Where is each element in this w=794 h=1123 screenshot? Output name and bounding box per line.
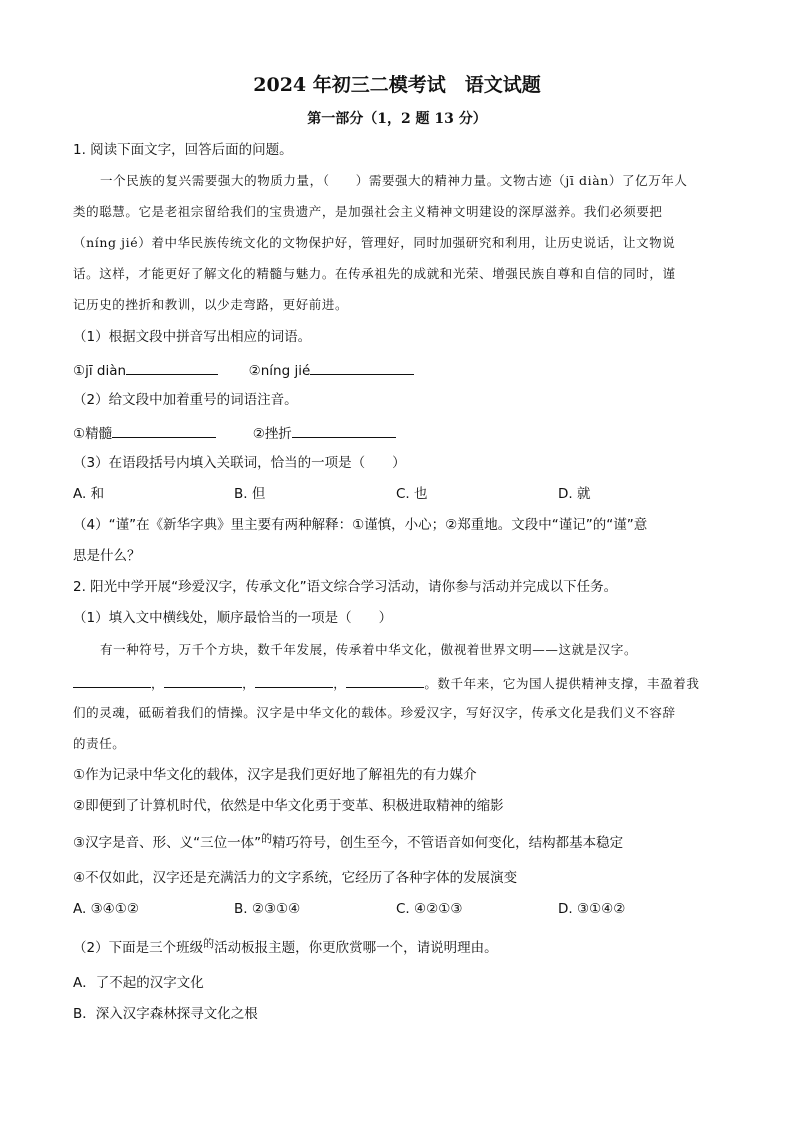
answer-blank[interactable] bbox=[73, 673, 151, 688]
q1-sub1-a-label: ①jī diàn bbox=[73, 363, 127, 379]
theme-b: B．深入汉字森林探寻文化之根 bbox=[73, 1006, 258, 1022]
q2-item-3 bbox=[73, 834, 623, 853]
option-c[interactable]: C. ④②①③ bbox=[396, 901, 463, 917]
q2-item-4: ④不仅如此，汉字还是充满活力的文字系统，它经历了各种字体的发展演变 bbox=[73, 870, 518, 886]
answer-blank[interactable] bbox=[255, 673, 333, 688]
answer-blank[interactable] bbox=[310, 360, 414, 375]
q1-passage-line: 类的聪慧。它是老祖宗留给我们的宝贵遗产，是加强社会主义精神文明建设的深厚滋养。我们必须要把 bbox=[73, 204, 663, 219]
page-title: 2024 年初三二模考试 语文试题 bbox=[253, 74, 541, 96]
q1-sub1: （1）根据文段中拼音写出相应的词语。 bbox=[73, 329, 312, 345]
q2-passage-line: 有一种符号，万千个方块，数千年发展，传承着中华文化，傲视着世界文明——这就是汉字。 bbox=[100, 642, 638, 657]
theme-a: A．了不起的汉字文化 bbox=[73, 975, 204, 991]
q2-item-1: ①作为记录中华文化的载体，汉字是我们更好地了解祖先的有力媒介 bbox=[73, 767, 477, 783]
q1-sub2: （2）给文段中加着重号的词语注音。 bbox=[73, 392, 298, 408]
q1-sub2-b-label: ②挫折 bbox=[252, 426, 292, 442]
option-b[interactable]: B. ②③①④ bbox=[234, 901, 301, 917]
option-a[interactable]: A. ③④①② bbox=[73, 901, 139, 917]
q2-sub2-de: 的 bbox=[203, 937, 215, 950]
q1-passage-line: 话。这样，才能更好了解文化的精髓与魅力。在传承祖先的成就和光荣、增强民族自尊和自信的同时，谨 bbox=[73, 266, 676, 281]
section-heading: 第一部分（1，2 题 13 分） bbox=[307, 111, 487, 127]
q2-sub2-part: 活动板报主题，你更欣赏哪一个，请说明理由。 bbox=[214, 940, 498, 956]
q2-sub2-part: （2）下面是三个班级 bbox=[73, 940, 204, 956]
option-d[interactable]: D. 就 bbox=[558, 486, 591, 502]
option-c[interactable]: C. 也 bbox=[396, 486, 428, 502]
q1-passage-line: 一个民族的复兴需要强大的物质力量，（ ）需要强大的精神力量。文物古迹（jī diàn）了亿万年人 bbox=[100, 173, 688, 188]
q2-stem: 2. 阳光中学开展“珍爱汉字，传承文化”语文综合学习活动，请你参与活动并完成以下任务。 bbox=[73, 579, 618, 595]
q2-sub1: （1）填入文中横线处，顺序最恰当的一项是（ ） bbox=[73, 610, 393, 626]
q2-passage-line-blanks: ， ， ， 。数千年来，它为国人提供精神支撑，丰盈着我 bbox=[73, 673, 699, 693]
answer-blank[interactable] bbox=[292, 423, 396, 438]
option-b[interactable]: B. 但 bbox=[234, 486, 266, 502]
q1-passage-line: 记历史的挫折和教训，以少走弯路，更好前进。 bbox=[73, 297, 349, 312]
answer-blank[interactable] bbox=[164, 673, 242, 688]
q1-stem: 1. 阅读下面文字，回答后面的问题。 bbox=[73, 142, 293, 158]
q2-passage-tail: 。数千年来，它为国人提供精神支撑，丰盈着我 bbox=[424, 676, 700, 691]
q2-item-2: ②即便到了计算机时代，依然是中华文化勇于变革、积极进取精神的缩影 bbox=[73, 798, 504, 814]
q2-item-3-part: ③汉字是音、形、义“三位一体” bbox=[73, 835, 262, 851]
q1-sub1-b-label: ②níng jié bbox=[248, 363, 311, 379]
q1-sub1-answers bbox=[73, 360, 414, 380]
option-d[interactable]: D. ③①④② bbox=[558, 901, 626, 917]
q2-passage-line: 的责任。 bbox=[73, 736, 126, 751]
q1-sub2-answers bbox=[73, 423, 396, 443]
option-a[interactable]: A. 和 bbox=[73, 486, 105, 502]
q2-item-3-de: 的 bbox=[261, 832, 273, 845]
q1-sub4-line: （4）“谨”在《新华字典》里主要有两种解释：①谨慎，小心；②郑重地。文段中“谨记”的“谨”意 bbox=[73, 517, 648, 533]
answer-blank[interactable] bbox=[112, 423, 216, 438]
q1-sub4-line: 思是什么？ bbox=[73, 548, 141, 564]
q2-passage-line: 们的灵魂，砥砺着我们的情操。汉字是中华文化的载体。珍爱汉字，写好汉字，传承文化是我们义不容辞 bbox=[73, 705, 676, 720]
q2-sub2 bbox=[73, 939, 498, 958]
answer-blank[interactable] bbox=[126, 360, 218, 375]
q2-item-3-part: 精巧符号，创生至今，不管语音如何变化，结构都基本稳定 bbox=[272, 835, 624, 851]
q1-sub3: （3）在语段括号内填入关联词，恰当的一项是（ ） bbox=[73, 455, 406, 471]
q1-passage-line: （níng jié）着中华民族传统文化的文物保护好，管理好，同时加强研究和利用，让历史说话，让文物说 bbox=[73, 235, 676, 250]
q1-sub2-a-label: ①精髓 bbox=[73, 426, 113, 442]
answer-blank[interactable] bbox=[346, 673, 424, 688]
